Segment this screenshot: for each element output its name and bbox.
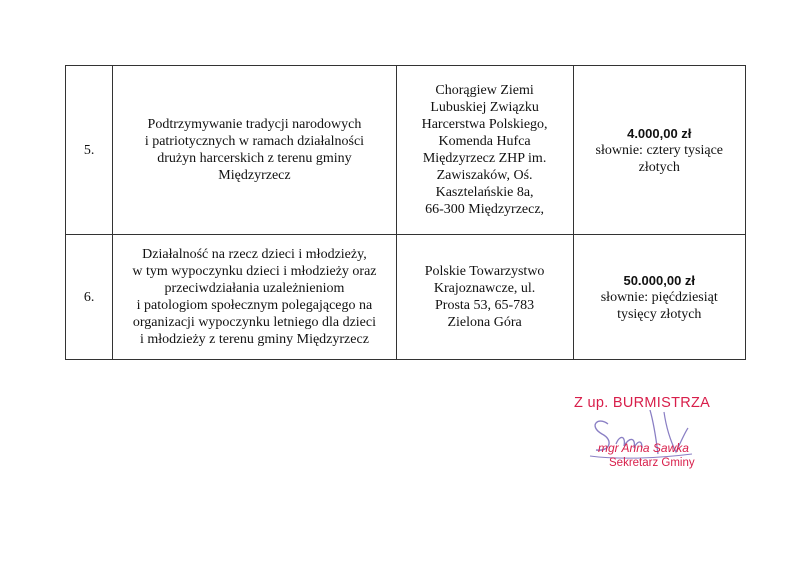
task-description: Działalność na rzecz dzieci i młodzieży, w tym wypoczynku dzieci i młodzieży oraz przeciwdziałania uzależnieniom i patologiom społecznym polegającego na organizacji wypoczynku letniego dla dzieci i młodzieży z terenu gminy Międzyrzecz [113, 235, 396, 360]
amount-value: 50.000,00 zł [623, 272, 696, 288]
amount-in-words: słownie: cztery tysiące złotych [595, 142, 724, 175]
stamp-title: Z up. BURMISTRZA [574, 395, 711, 411]
stamp-signatory-role: Sekretarz Gminy [609, 457, 695, 469]
amount-value: 4.000,00 zł [627, 125, 692, 141]
amount-cell [573, 66, 745, 235]
organization-cell: Chorągiew Ziemi Lubuskiej Związku Harcerstwa Polskiego, Komenda Hufca Międzyrzecz ZHP im. Zawiszaków, Oś. Kasztelańskie 8a, 66-300 Międzyrzecz, [396, 66, 573, 235]
grant-table [65, 65, 746, 360]
amount-cell [573, 235, 745, 360]
table-row [66, 66, 746, 235]
organization-cell: Polskie Towarzystwo Krajoznawcze, ul. Prosta 53, 65-783 Zielona Góra [396, 235, 573, 360]
stamp-signatory-name: mgr Anna Sawka [598, 441, 689, 455]
row-number: 6. [66, 235, 113, 360]
handwritten-signature [580, 404, 700, 464]
task-description: Podtrzymywanie tradycji narodowych i patriotycznych w ramach działalności drużyn harcerskich z terenu gminy Międzyrzecz [113, 66, 396, 235]
table-row [66, 235, 746, 360]
amount-in-words: słownie: pięćdziesiąt tysięcy złotych [600, 289, 718, 322]
row-number: 5. [66, 66, 113, 235]
